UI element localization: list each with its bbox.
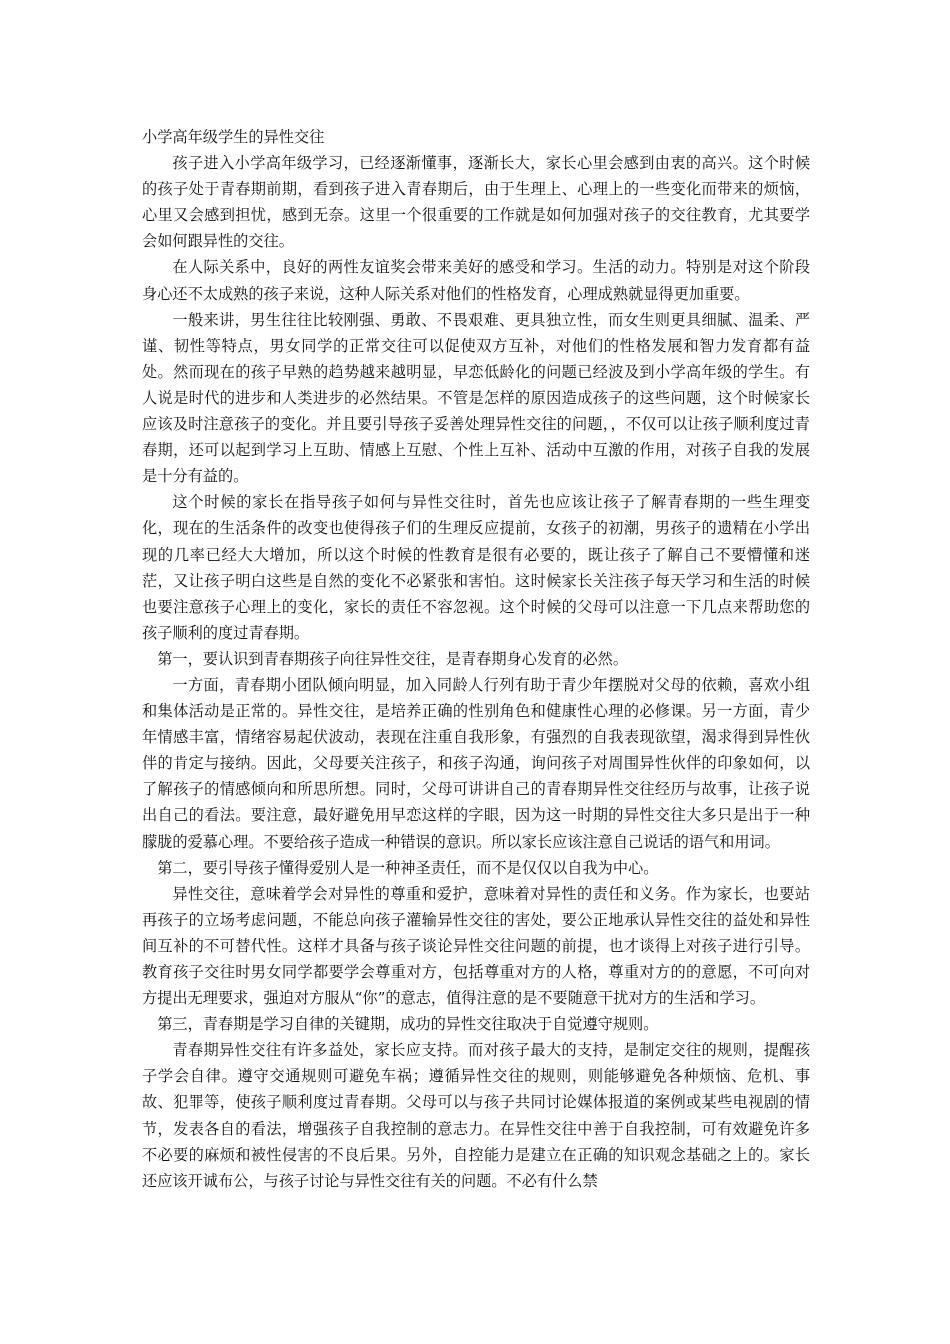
paragraph-puberty-guidance: 这个时候的家长在指导孩子如何与异性交往时，首先也应该让孩子了解青春期的一些生理变化，现在的生活条件的改变也使得孩子们的生理反应提前，女孩子的初潮，男孩子的遗精在小学出现的几率已经大大增加，所以这个时候的性教育是很有必要的，既让孩子了解自己不要懵懂和迷茫，又让孩子明白这些是自然的变化不必紧张和害怕。这时候家长关注孩子每天学习和生活的时候也要注意孩子心理上的变化，家长的责任不容忽视。这个时候的父母可以注意一下几点来帮助您的孩子顺利的度过青春期。 [142,493,810,642]
paragraph-friendship: 在人际关系中，良好的两性友谊奖会带来美好的感受和学习。生活的动力。特别是对这个阶段身心还不太成熟的孩子来说，这种人际关系对他们的性格发育，心理成熟就显得更加重要。 [142,258,810,303]
paragraph-intro: 孩子进入小学高年级学习，已经逐渐懂事，逐渐长大，家长心里会感到由衷的高兴。这个时候的孩子处于青春期前期，看到孩子进入青春期后，由于生理上、心理上的一些变化而带来的烦恼，心里又会感到担忧，感到无奈。这里一个很重要的工作就是如何加强对孩子的交往教育，尤其要学会如何跟异性的交往。 [142,154,810,251]
heading-point-three: 第三，青春期是学习自律的关键期，成功的异性交往取决于自觉遵守规则。 [157,1015,659,1034]
paragraph-point-three: 青春期异性交往有许多益处，家长应支持。而对孩子最大的支持，是制定交往的规则，提醒孩子学会自律。遵守交通规则可避免车祸；遵循异性交往的规则，则能够避免各种烦恼、危机、事故、犯罪等，使孩子顺利度过青春期。父母可以与孩子共同讨论媒体报道的案例或某些电视剧的情节，发表各自的看法，增强孩子自我控制的意志力。在异性交往中善于自我控制，可有效避免许多不必要的麻烦和被性侵害的不良后果。另外，自控能力是建立在正确的知识观念基础之上的。家长还应该开诚布公，与孩子讨论与异性交往有关的问题。不必有什么禁 [142,1041,810,1190]
paragraph-complementarity: 一般来讲，男生往往比较刚强、勇敢、不畏艰难、更具独立性，而女生则更具细腻、温柔、严谨、韧性等特点，男女同学的正常交往可以促使双方互补，对他们的性格发展和智力发育都有益处。然而现在的孩子早熟的趋势越来越明显，早恋低龄化的问题已经波及到小学高年级的学生。有人说是时代的进步和人类进步的必然结果。不管是怎样的原因造成孩子的这些问题，这个时候家长应该及时注意孩子的变化。并且要引导孩子妥善处理异性交往的问题，，不仅可以让孩子顺利度过青春期，还可以起到学习上互助、情感上互慰、个性上互补、活动中互激的作用，对孩子自我的发展是十分有益的。 [142,310,810,486]
heading-point-one: 第一，要认识到青春期孩子向往异性交往，是青春期身心发育的必然。 [157,649,628,668]
document-title: 小学高年级学生的异性交往 [142,128,325,146]
paragraph-point-one: 一方面，青春期小团队倾向明显，加入同龄人行列有助于青少年摆脱对父母的依赖，喜欢小组和集体活动是正常的。异性交往，是培养正确的性别角色和健康性心理的必修课。另一方面，青少年情感丰富，情绪容易起伏波动，表现在注重自我形象，有强烈的自我表现欲望，渴求得到异性伙伴的肯定与接纳。因此，父母要关注孩子，和孩子沟通，询问孩子对周围异性伙伴的印象如何，以了解孩子的情感倾向和所思所想。同时，父母可讲讲自己的青春期异性交往经历与故事，让孩子说出自己的看法。要注意，最好避免用早恋这样的字眼，因为这一时期的异性交往大多只是出于一种朦胧的爱慕心理。不要给孩子造成一种错误的意识。所以家长应该注意自己说话的语气和用词。 [142,675,810,851]
document-page [142,124,810,1194]
heading-point-two: 第二，要引导孩子懂得爱别人是一种神圣责任，而不是仅仅以自我为中心。 [157,858,659,877]
paragraph-point-two: 异性交往，意味着学会对异性的尊重和爱护，意味着对异性的责任和义务。作为家长，也要站再孩子的立场考虑问题，不能总向孩子灌输异性交往的害处，要公正地承认异性交往的益处和异性间互补的不可替代性。这样才具备与孩子谈论异性交往问题的前提，也才谈得上对孩子进行引导。教育孩子交往时男女同学都要学会尊重对方，包括尊重对方的人格，尊重对方的的意愿，不可向对方提出无理要求，强迫对方服从“你”的意志，值得注意的是不要随意干扰对方的生活和学习。 [142,884,810,1008]
